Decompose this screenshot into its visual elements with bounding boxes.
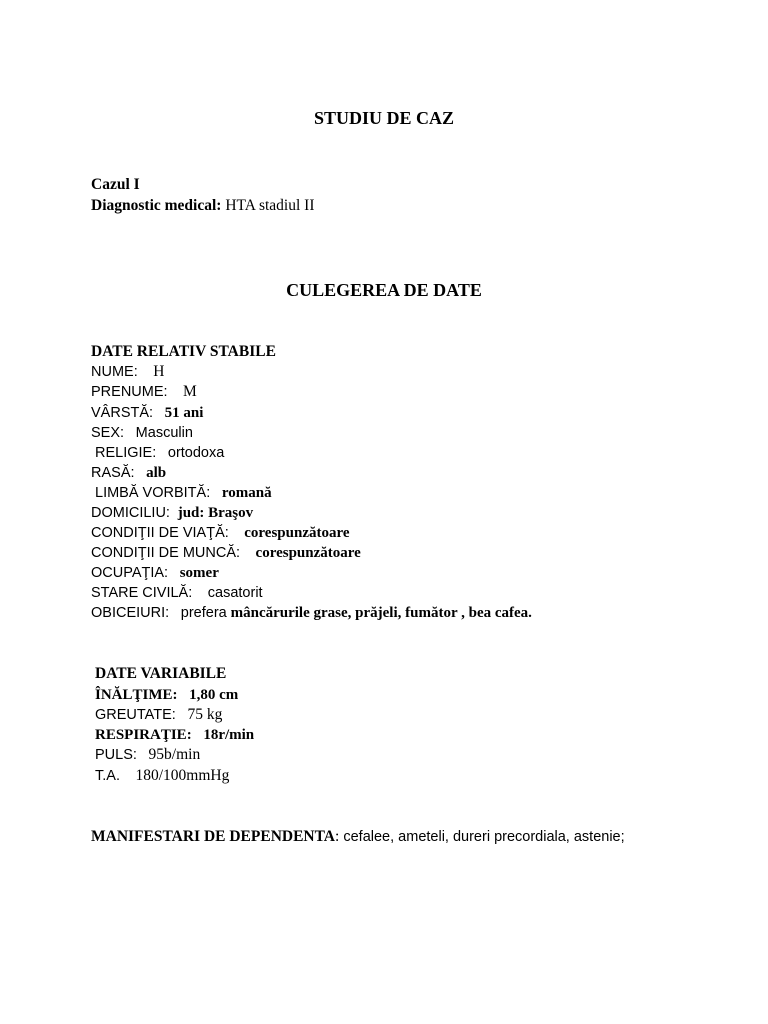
field-religie <box>95 443 224 463</box>
field-value: corespunzătoare <box>244 525 350 541</box>
field-prenume <box>91 382 197 402</box>
field-label: ÎNĂLŢIME: <box>95 687 178 703</box>
field-label: STARE CIVILĂ: <box>91 585 193 601</box>
field-value: alb <box>146 465 167 481</box>
field-label: RASĂ: <box>91 465 135 481</box>
field-label: PULS: <box>95 747 137 763</box>
manifestari-paragraph <box>91 826 678 848</box>
field-label: CONDIŢII DE VIAŢĂ: <box>91 525 229 541</box>
field-sex <box>91 423 193 443</box>
field-value: M <box>183 383 197 400</box>
field-label: PRENUME: <box>91 384 168 400</box>
field-value: 95b/min <box>148 746 201 763</box>
field-label: OCUPAŢIA: <box>91 565 169 581</box>
field-value: 18r/min <box>203 727 255 743</box>
field-value: jud: Braşov <box>177 505 254 521</box>
variable-heading: DATE VARIABILE <box>95 665 227 682</box>
field-value: Masculin <box>135 425 193 441</box>
manifestari-text: cefalee, ameteli, dureri precordiala, astenie; <box>339 829 625 845</box>
field-domiciliu <box>91 503 253 523</box>
field-ta <box>95 766 229 786</box>
field-value-bold: mâncărurile grase, prăjeli, fumător , bea cafea <box>230 605 529 621</box>
field-limba <box>95 483 272 503</box>
field-value: 180/100mmHg <box>135 767 230 784</box>
field-label: SEX: <box>91 425 125 441</box>
case-label: Cazul I <box>91 176 140 193</box>
field-value: corespunzătoare <box>255 545 361 561</box>
field-conditii-munca <box>91 543 361 563</box>
stable-heading: DATE RELATIV STABILE <box>91 343 276 360</box>
field-puls <box>95 745 200 765</box>
field-label: RELIGIE: <box>95 445 157 461</box>
field-nume <box>91 362 164 382</box>
section-title: CULEGEREA DE DATE <box>286 280 482 300</box>
field-label: T.A. <box>95 768 120 784</box>
field-value: casatorit <box>207 585 263 601</box>
field-value: H <box>153 363 165 380</box>
field-label: GREUTATE: <box>95 707 176 723</box>
field-stare-civila <box>91 583 263 603</box>
field-greutate <box>95 705 222 725</box>
field-label: NUME: <box>91 364 138 380</box>
page-title: STUDIU DE CAZ <box>313 108 455 128</box>
diagnostic-value: HTA stadiul II <box>225 197 315 214</box>
field-value-tail: . <box>528 605 532 621</box>
field-obiceiuri <box>91 603 532 623</box>
field-label: VÂRSTĂ: <box>91 405 154 421</box>
field-value: ortodoxa <box>167 445 225 461</box>
field-value: somer <box>179 565 219 581</box>
field-respiratie <box>95 725 254 745</box>
field-value: 51 ani <box>164 405 204 421</box>
field-value: 1,80 cm <box>189 687 239 703</box>
field-rasa <box>91 463 166 483</box>
diagnostic-line <box>91 196 315 216</box>
field-label: CONDIŢII DE MUNCĂ: <box>91 545 241 561</box>
field-label: OBICEIURI: <box>91 605 170 621</box>
field-label: RESPIRAŢIE: <box>95 727 192 743</box>
field-label: LIMBĂ VORBITĂ: <box>95 485 211 501</box>
manifestari-colon: : <box>335 828 340 845</box>
field-conditii-viata <box>91 523 350 543</box>
field-inaltime <box>95 685 238 705</box>
field-ocupatia <box>91 563 219 583</box>
diagnostic-label: Diagnostic medical: <box>91 197 222 214</box>
field-value: 75 kg <box>187 706 223 723</box>
field-value: prefera <box>180 605 227 621</box>
field-label: DOMICILIU: <box>91 505 170 521</box>
field-value: romană <box>221 485 272 501</box>
field-varsta <box>91 403 203 423</box>
manifestari-label: MANIFESTARI DE DEPENDENTA <box>91 828 336 845</box>
